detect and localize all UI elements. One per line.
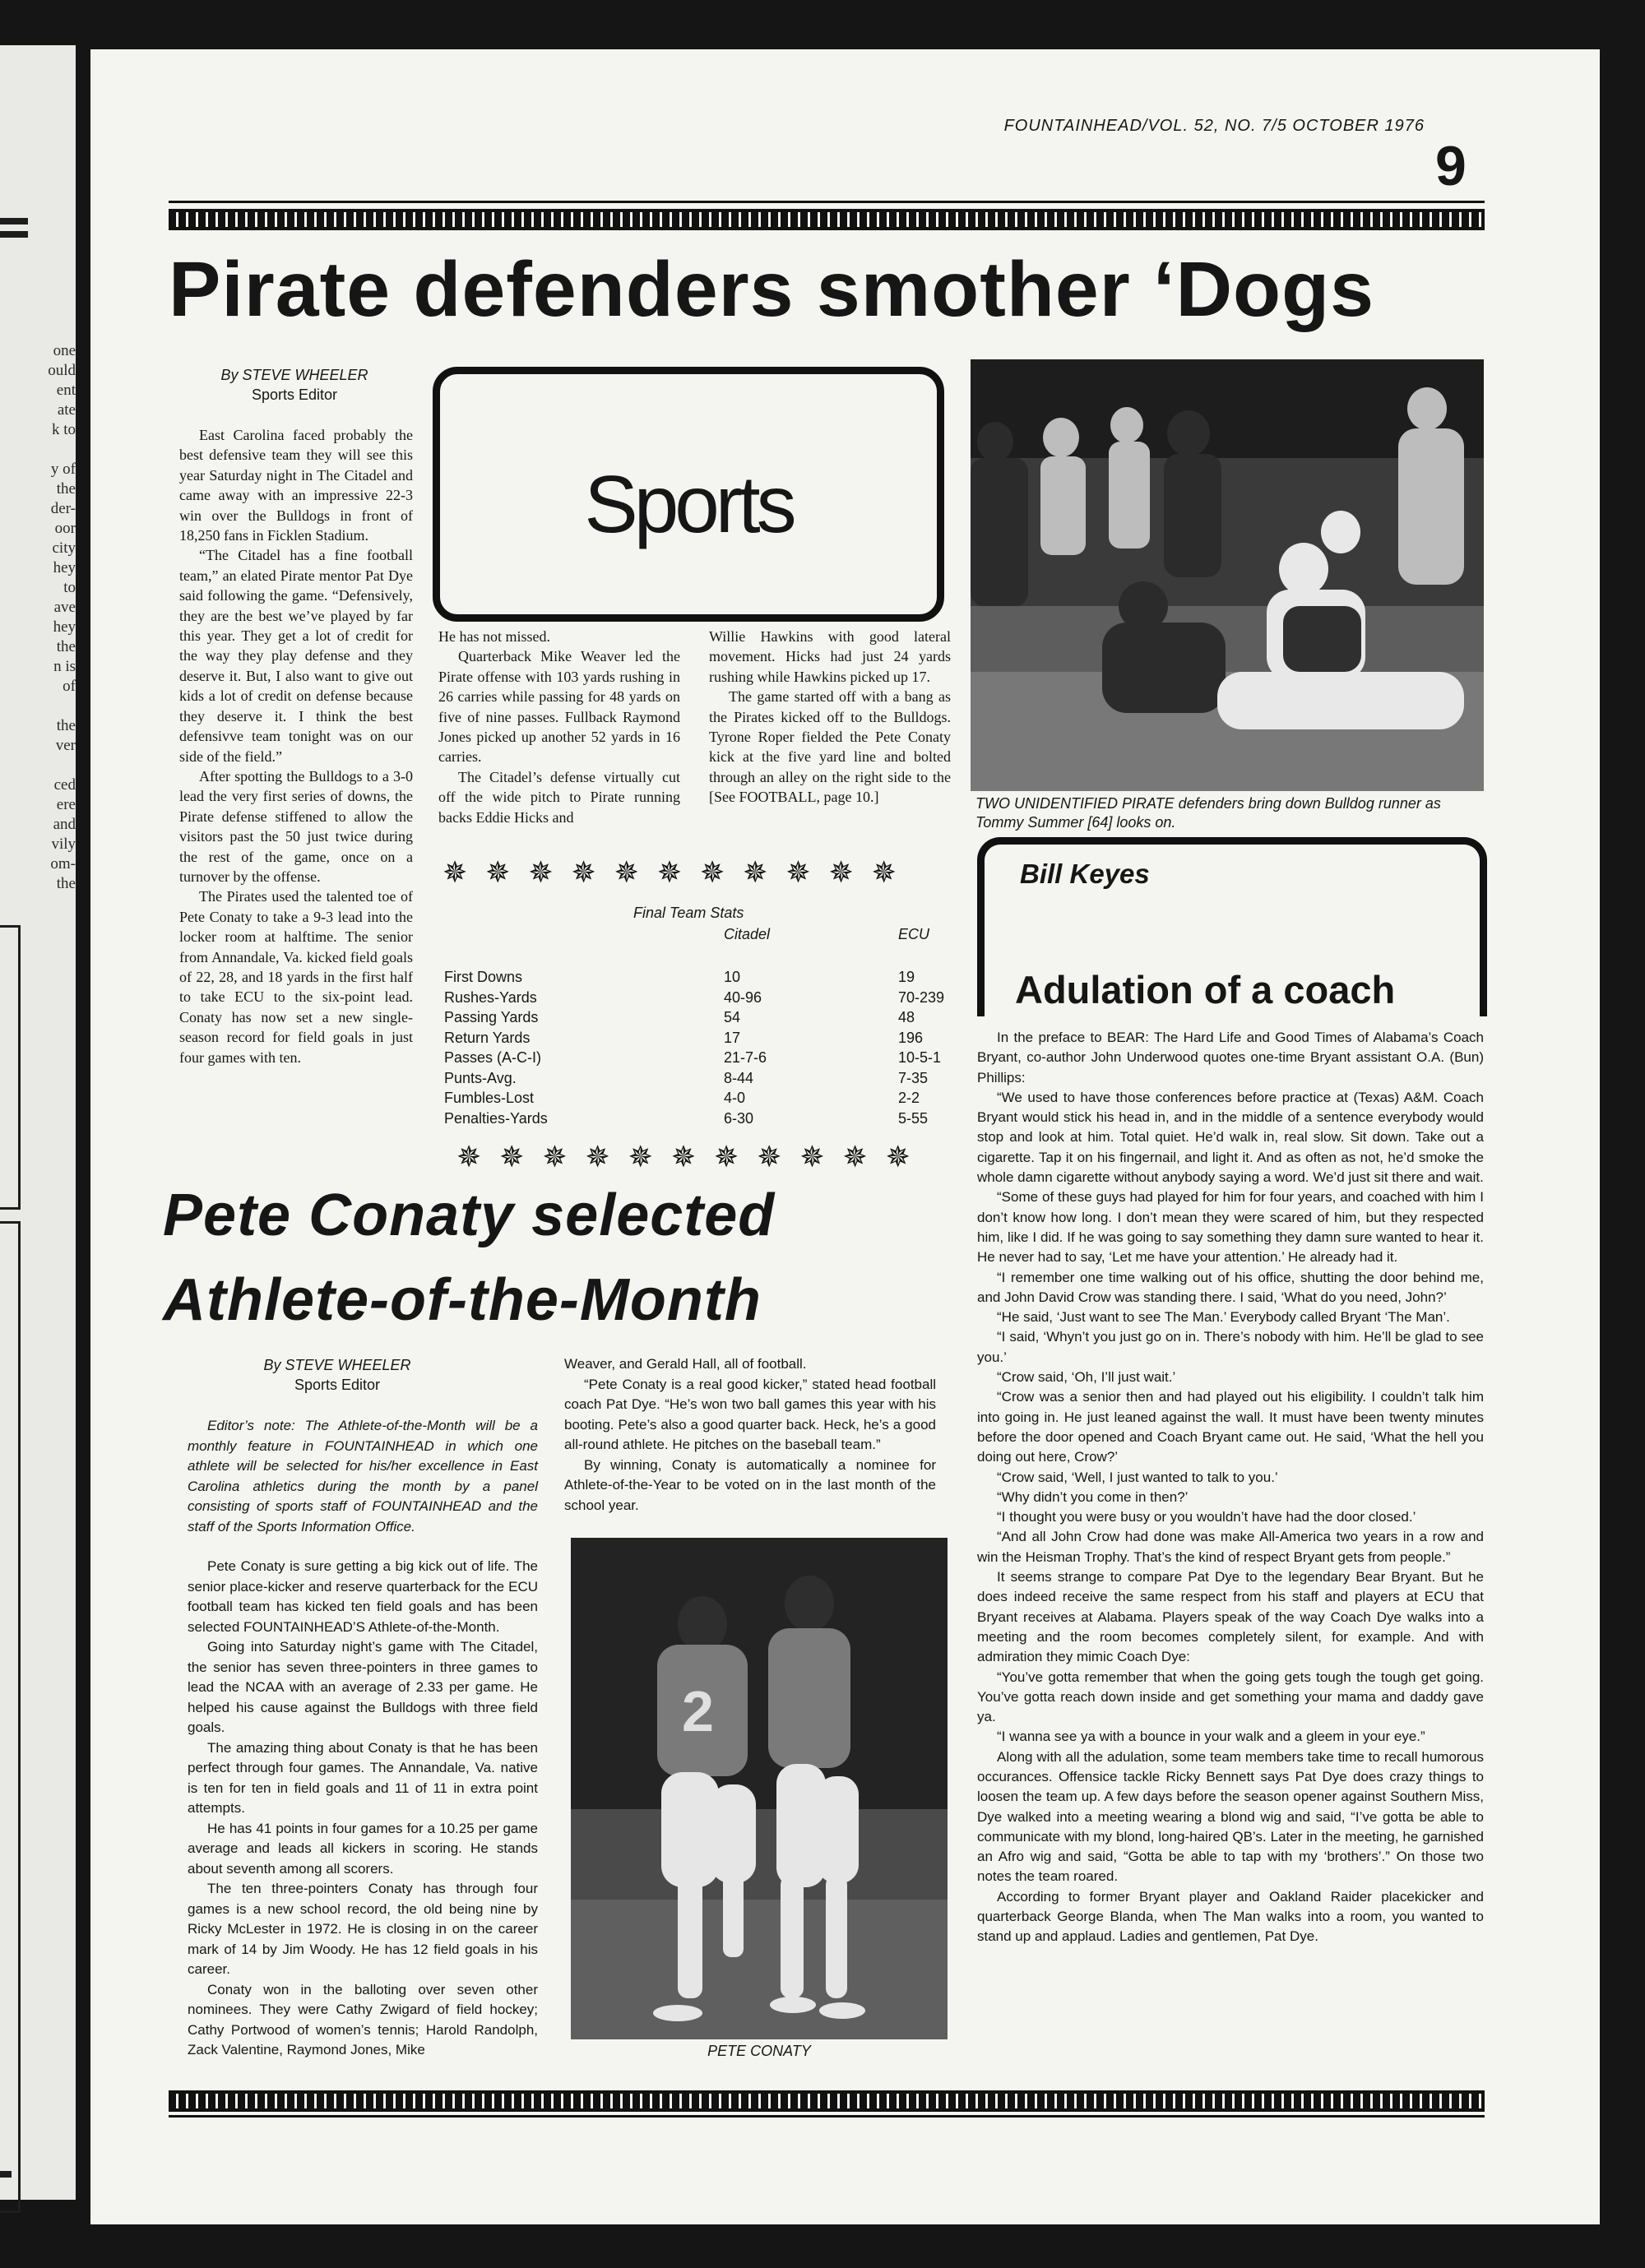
footer-rule bbox=[169, 2115, 1485, 2118]
previous-page-line bbox=[48, 440, 76, 460]
previous-page-line: hey bbox=[53, 618, 76, 636]
story-paragraph: The Citadel’s defense virtually cut off the wide pitch to Pirate running backs Eddie Hicks and bbox=[438, 768, 680, 826]
stats-cell-ecu: 2-2 bbox=[898, 1090, 920, 1106]
previous-page-line: vily bbox=[51, 835, 76, 853]
byline-name: By STEVE WHEELER bbox=[220, 367, 368, 383]
previous-page-line: ere bbox=[56, 796, 76, 813]
previous-page-line bbox=[48, 756, 76, 775]
stats-cell-citadel: 10 bbox=[724, 969, 741, 985]
story-paragraph: Going into Saturday night’s game with The Citadel, the senior has seven three-pointers in three games to lead the NCAA with an average of 2.33 per game. He helped his cause against the Bulldogs with three field goals. bbox=[188, 1639, 538, 1735]
previous-page-line: one bbox=[53, 342, 76, 359]
column-title: Adulation of a coach bbox=[1015, 968, 1396, 1011]
column-paragraph: Along with all the adulation, some team members take time to recall humorous occurances. Offensice tackle Ricky Bennett says Pat Dye does crazy things to loosen the team up. A few days before the season opener against Southern Miss, Dye walked into a meeting wearing a blond wig and said, “I’ve gotta be able to communicate with my blond, long-haired QB’s. Later in the meeting, he garnished an Afro wig and said, “Gotta be able to tap with my ‘brothers’.” On those two notes the team roared. bbox=[977, 1748, 1484, 1885]
header-border bbox=[169, 209, 1485, 230]
column-paragraph: “Some of these guys had played for him for four years, and coached with him I don’t know how long. I don’t mean they were scared of him, but they respected him, like I did. If he was going to say something they damn sure wanted to hear it. He never had to say, ‘Let me have your attention.’ He already had it. bbox=[977, 1189, 1484, 1266]
byline-title: Sports Editor bbox=[294, 1377, 381, 1393]
stats-cell-citadel: 40-96 bbox=[724, 988, 762, 1006]
stats-row bbox=[444, 989, 954, 1009]
keyes-column-body bbox=[977, 1028, 1484, 1947]
divider bbox=[0, 231, 28, 238]
stats-cell-ecu: 5-55 bbox=[898, 1109, 929, 1127]
svg-text:2: 2 bbox=[682, 1679, 714, 1743]
football-photo bbox=[971, 359, 1484, 791]
stats-row bbox=[444, 969, 954, 988]
stats-row bbox=[444, 1030, 954, 1049]
conaty-headline-line-2: Athlete-of-the-Month bbox=[163, 1267, 762, 1333]
column-paragraph: “Crow said, ‘Well, I just wanted to talk to you.’ bbox=[997, 1469, 1278, 1485]
previous-page-line: the bbox=[56, 717, 76, 734]
previous-page-text bbox=[48, 341, 76, 894]
stats-cell-label: Passes (A-C-I) bbox=[444, 1049, 542, 1066]
editors-note bbox=[188, 1416, 538, 1537]
previous-page-fragment bbox=[0, 45, 76, 2200]
stats-row bbox=[444, 1070, 954, 1090]
column-paragraph: “I said, ‘Whyn’t you just go on in. There’s nobody with him. He’ll be glad to see you.’ bbox=[977, 1329, 1484, 1365]
story-paragraph: Quarterback Mike Weaver led the Pirate offense with 103 yards rushing in 26 carries while passing for 48 yards on five of nine passes. Fullback Raymond Jones picked up another 52 yards in 16 carries. bbox=[438, 648, 680, 766]
star-divider: ✵✵✵✵✵✵✵✵✵✵✵ bbox=[456, 1140, 929, 1173]
column-paragraph: “He said, ‘Just want to see The Man.’ Everybody called Bryant ‘The Man’. bbox=[997, 1309, 1450, 1326]
main-story-column-1 bbox=[179, 425, 413, 1067]
previous-page-box bbox=[0, 1221, 21, 2213]
previous-page-line: to bbox=[63, 579, 76, 596]
story-paragraph: East Carolina faced probably the best defensive team they will see this year Saturday night in The Citadel and came away with an impressive 22-3 win over the Bulldogs in front of 18,250 fans in Ficklen Stadium. bbox=[179, 427, 413, 544]
stats-cell-ecu: 10-5-1 bbox=[898, 1049, 942, 1066]
byline bbox=[230, 1355, 444, 1395]
conaty-column-1 bbox=[188, 1557, 538, 2061]
conaty-column-2 bbox=[564, 1354, 936, 1516]
previous-page-line: y of bbox=[50, 461, 76, 478]
stats-cell-ecu: 7-35 bbox=[898, 1069, 929, 1086]
page-number: 9 bbox=[1435, 135, 1467, 197]
byline-title: Sports Editor bbox=[251, 386, 338, 403]
column-paragraph: In the preface to BEAR: The Hard Life and Good Times of Alabama’s Coach Bryant, co-author John Underwood quotes one-time Bryant assistant O.A. (Bun) Phillips: bbox=[977, 1030, 1484, 1085]
stats-row bbox=[444, 1090, 954, 1109]
column-paragraph: “Why didn’t you come in then?’ bbox=[997, 1488, 1189, 1505]
stats-cell-citadel: 17 bbox=[724, 1029, 741, 1046]
stats-cell-label: Fumbles-Lost bbox=[444, 1090, 535, 1106]
divider bbox=[0, 2171, 12, 2178]
stats-cell-label: Rushes-Yards bbox=[444, 988, 537, 1006]
column-paragraph: According to former Bryant player and Oakland Raider placekicker and quarterback George Blanda, when The Man walks into a room, you wanted to stand up and applaud. Ladies and gentlemen, Pat Dye. bbox=[977, 1888, 1484, 1945]
stats-cell-citadel: 8-44 bbox=[724, 1069, 754, 1086]
previous-page-line: k to bbox=[51, 421, 76, 438]
previous-page-line: n is bbox=[53, 658, 76, 675]
story-paragraph: After spotting the Bulldogs to a 3-0 lead the very first series of downs, the Pirate defense stiffened to allow the visitors past the 50 just twice during the rest of the game, once on a turnover by the offense. bbox=[179, 767, 413, 885]
folio-line: FOUNTAINHEAD/VOL. 52, NO. 7/5 OCTOBER 1976 bbox=[1003, 117, 1425, 135]
previous-page-line: ced bbox=[53, 776, 76, 794]
stats-column-header: ECU bbox=[898, 926, 930, 942]
previous-page-line: ave bbox=[53, 599, 76, 616]
story-paragraph: Weaver, and Gerald Hall, all of football. bbox=[564, 1356, 807, 1372]
story-paragraph: The ten three-pointers Conaty has through four games is a new school record, the old being nine by Ricky McLester in 1972. He is closing in on the career mark of 14 by Jim Woody. He has 12 field goals in his career. bbox=[188, 1881, 538, 1977]
previous-page-line: ent bbox=[56, 382, 76, 399]
stats-column-header: Citadel bbox=[724, 926, 771, 942]
stats-cell-ecu: 19 bbox=[898, 969, 915, 985]
column-paragraph: “You’ve gotta remember that when the going gets tough the tough get going. You’ve gotta reach down inside and get something your mama and daddy gave ya. bbox=[977, 1669, 1484, 1725]
photo-caption: TWO UNIDENTIFIED PIRATE defenders bring down Bulldog runner as Tommy Summer [64] looks on. bbox=[975, 795, 1441, 831]
conaty-headline-line-1: Pete Conaty selected bbox=[163, 1183, 776, 1248]
stats-cell-citadel: 6-30 bbox=[724, 1109, 754, 1127]
stats-cell-citadel: 21-7-6 bbox=[724, 1049, 767, 1066]
stats-caption: Final Team Stats bbox=[633, 905, 744, 921]
previous-page-line: and bbox=[53, 816, 76, 833]
column-paragraph: “I remember one time walking out of his office, shutting the door behind me, and John David Crow was standing there. I said, ‘What do you need, John?’ bbox=[977, 1269, 1484, 1305]
previous-page-line: ate bbox=[57, 401, 76, 419]
stats-row bbox=[444, 1049, 954, 1069]
pete-conaty-photo bbox=[571, 1538, 948, 2039]
story-paragraph: Willie Hawkins with good lateral movement. Hicks had just 24 yards rushing while Hawkins picked up 17. bbox=[709, 628, 951, 685]
header-rule bbox=[169, 201, 1485, 203]
previous-page-line: the bbox=[56, 480, 76, 498]
main-story-column-2 bbox=[438, 627, 680, 827]
previous-page-line: the bbox=[56, 875, 76, 892]
previous-page-line: om- bbox=[50, 855, 76, 872]
previous-page-line bbox=[48, 697, 76, 716]
story-paragraph: He has not missed. bbox=[438, 628, 550, 645]
column-paragraph: “And all John Crow had done was make All-America two years in a row and win the Heisman Trophy. That’s the kind of respect Bryant gets from people.” bbox=[977, 1529, 1484, 1565]
stats-cell-citadel: 54 bbox=[724, 1009, 741, 1025]
stats-cell-label: Passing Yards bbox=[444, 1009, 539, 1025]
footer-border bbox=[169, 2090, 1485, 2112]
stats-cell-ecu: 70-239 bbox=[898, 988, 945, 1006]
byline-name: By STEVE WHEELER bbox=[263, 1357, 411, 1373]
previous-page-line: hey bbox=[53, 559, 76, 576]
story-paragraph: Pete Conaty is sure getting a big kick out of life. The senior place-kicker and reserve quarterback for the ECU football team has kicked ten field goals and has been selected FOUNTAINHEAD’S Athlete-of-the-Month. bbox=[188, 1558, 538, 1635]
story-paragraph: Conaty won in the balloting over seven other nominees. They were Cathy Zwigard of field hockey; Cathy Portwood of women’s tennis; Harold Randolph, Zack Valentine, Raymond Jones, Mike bbox=[188, 1981, 538, 2057]
story-paragraph: The game started off with a bang as the Pirates kicked off to the Bulldogs. Tyrone Roper fielded the Pete Conaty kick at the five yard line and bolted through an alley on the right side to the [See FOOTBALL, page 10.] bbox=[709, 688, 951, 806]
column-paragraph: It seems strange to compare Pat Dye to the legendary Bear Bryant. But he does indeed receive the same respect from his staff and players at ECU that Bryant receives at Alabama. Players speak of the way Coach Dye walks into a meeting and the room becomes completely silent, for example. And with admiration they mimic Coach Dye: bbox=[977, 1569, 1484, 1665]
column-paragraph: “I thought you were busy or you wouldn’t have had the door closed.’ bbox=[997, 1509, 1416, 1525]
stats-cell-label: Penalties-Yards bbox=[444, 1109, 548, 1127]
previous-page-line: ould bbox=[48, 362, 76, 379]
photo-caption: PETE CONATY bbox=[707, 2043, 811, 2059]
column-paragraph: “We used to have those conferences before practice at (Texas) A&M. Coach Bryant would stick his head in, and in the middle of a sentence everybody would stop and look at him. Total quiet. He’d walk in, real slow. Sit down. Take out a cigarette. Tap it on his fingernail, and light it. And as often as not, he’d smoke the whole damn cigarette without anybody saying a word. We’d just sit there and wait. bbox=[977, 1089, 1484, 1186]
columnist-name: Bill Keyes bbox=[1020, 859, 1150, 889]
column-paragraph: “I wanna see ya with a bounce in your walk and a gleem in your eye.” bbox=[997, 1729, 1425, 1745]
sports-section-box bbox=[433, 367, 944, 622]
previous-page-box bbox=[0, 925, 21, 1210]
story-paragraph: “The Citadel has a fine football team,” an elated Pirate mentor Pat Dye said following the game. “Defensively, they are the best we’ve played by far this year. They get a lot of credit for the way they play defense and they deserve it. But, I also want to give out kids a lot of credit on defense because they deserve it. I think the best defensivve team tonight was on our side of the field.” bbox=[179, 547, 413, 765]
main-headline: Pirate defenders smother ‘Dogs bbox=[169, 246, 1374, 333]
previous-page-line: oor bbox=[54, 520, 76, 537]
previous-page-line: of bbox=[63, 678, 76, 695]
editors-note-text: Editor’s note: The Athlete-of-the-Month will be a monthly feature in FOUNTAINHEAD in which one athlete will be selected for his/her excellence in East Carolina athletics during the month by a panel consisting of sports staff of FOUNTAINHEAD and the staff of the Sports Information Office. bbox=[188, 1418, 538, 1534]
stats-row bbox=[444, 1110, 954, 1130]
column-paragraph: “Crow said, ‘Oh, I’ll just wait.’ bbox=[997, 1369, 1176, 1386]
previous-page-line: city bbox=[52, 539, 76, 557]
sports-section-label: Sports bbox=[584, 459, 793, 549]
divider bbox=[0, 218, 28, 224]
stats-cell-ecu: 196 bbox=[898, 1029, 924, 1046]
stats-cell-ecu: 48 bbox=[898, 1009, 915, 1025]
previous-page-line: ver bbox=[55, 737, 76, 754]
story-paragraph: The amazing thing about Conaty is that he has been perfect through four games. The Annandale, Va. native is ten for ten in field goals and 11 of 11 in extra point attempts. bbox=[188, 1739, 538, 1816]
main-story-column-3 bbox=[709, 627, 951, 808]
previous-page-line: der- bbox=[50, 500, 76, 517]
stats-cell-citadel: 4-0 bbox=[724, 1090, 746, 1106]
column-paragraph: “Crow was a senior then and had played out his eligibility. I couldn’t talk him into going in. He just leaned against the wall. It must have been twenty minutes before the door opened and Coach Bryant came out. He said, ‘What the hell you doing out here, Crow?’ bbox=[977, 1389, 1484, 1465]
story-paragraph: By winning, Conaty is automatically a nominee for Athlete-of-the-Year to be voted on in the last month of the school year. bbox=[564, 1456, 936, 1513]
stats-row bbox=[444, 1009, 954, 1029]
stats-cell-label: Return Yards bbox=[444, 1029, 531, 1046]
story-paragraph: The Pirates used the talented toe of Pete Conaty to take a 9-3 lead into the locker room at halftime. The senior from Annandale, Va. kicked field goals of 22, 28, and 18 yards in the first half to take ECU to the six-point lead. Conaty has now set a new single-season record for field goals in just four games with ten. bbox=[179, 888, 413, 1066]
byline bbox=[179, 365, 410, 405]
star-divider: ✵✵✵✵✵✵✵✵✵✵✵ bbox=[443, 855, 915, 889]
previous-page-line: the bbox=[56, 638, 76, 655]
stats-cell-label: Punts-Avg. bbox=[444, 1069, 517, 1086]
story-paragraph: He has 41 points in four games for a 10.25 per game average and leads all kickers in scoring. He stands about seventh among all scorers. bbox=[188, 1820, 538, 1877]
stats-cell-label: First Downs bbox=[444, 969, 523, 985]
story-paragraph: “Pete Conaty is a real good kicker,” stated head football coach Pat Dye. “He’s won two ball games this year with his booting. Pete’s also a good quarter back. Heck, he’s a good all-round athlete. He pitches on the baseball team.” bbox=[564, 1376, 936, 1452]
